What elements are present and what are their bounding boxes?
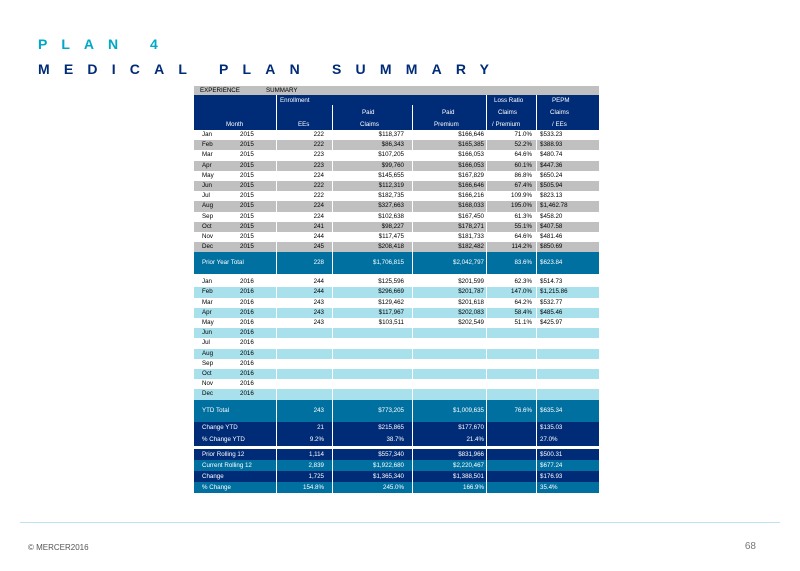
cell-paid-premium: $201,787 — [458, 288, 484, 296]
cell-ees: 243 — [313, 298, 324, 306]
prior-year-total — [194, 252, 599, 274]
current-year-rows — [194, 277, 599, 399]
cell-pepm: $823.13 — [540, 192, 563, 200]
table-row — [194, 212, 599, 222]
copyright: © MERCER2016 — [28, 543, 89, 552]
cell-month: Dec — [202, 390, 214, 398]
cell-paid-premium: $166,053 — [458, 151, 484, 159]
cell-year: 2016 — [240, 390, 254, 398]
cell-paid-premium: $166,216 — [458, 192, 484, 200]
table-row — [194, 287, 599, 297]
table-row — [194, 191, 599, 201]
table-row — [194, 379, 599, 389]
cell-paid-claims: $103,511 — [378, 319, 404, 326]
cell-paid-claims: $86,343 — [381, 141, 404, 149]
cell-pepm: $850.69 — [540, 243, 563, 251]
cell-ees: 222 — [313, 192, 324, 200]
cell-year: 2015 — [240, 202, 254, 210]
page-number: 68 — [744, 541, 756, 552]
cell-paid-claims: $1,922,680 — [373, 461, 404, 469]
cell-month: Prior Year Total — [202, 259, 244, 267]
cell-paid-claims: $102,638 — [378, 212, 404, 220]
header-pepm-3: / EEs — [552, 121, 567, 128]
cell-loss-ratio: 195.0% — [511, 202, 532, 210]
cell-pepm: $677.24 — [540, 461, 563, 469]
cell-loss-ratio: 109.9% — [511, 192, 532, 200]
cell-loss-ratio: 55.1% — [514, 222, 532, 230]
cell-paid-premium: $2,220,467 — [453, 461, 484, 469]
table-row — [194, 460, 599, 471]
cell-paid-claims: $557,340 — [378, 450, 404, 458]
cell-loss-ratio: 60.1% — [514, 161, 532, 169]
header-loss-ratio-2: Claims — [498, 109, 517, 116]
cell-pepm: $388.93 — [540, 141, 563, 149]
table-row — [194, 171, 599, 181]
cell-loss-ratio: 86.8% — [514, 171, 532, 179]
cell-year: 2015 — [240, 222, 254, 230]
cell-paid-claims: $773,205 — [378, 406, 404, 414]
cell-ees: 241 — [313, 222, 324, 230]
cell-paid-premium: $2,042,797 — [453, 259, 484, 267]
cell-loss-ratio: 83.6% — [514, 259, 532, 267]
cell-month: Jul — [202, 339, 210, 347]
cell-ees: 243 — [313, 406, 324, 414]
cell-loss-ratio: 64.2% — [514, 298, 532, 306]
cell-paid-claims: $117,475 — [378, 232, 404, 240]
cell-paid-claims: $99,760 — [381, 161, 404, 169]
cell-paid-premium: 166.9% — [463, 483, 484, 491]
cell-month: Current Rolling 12 — [202, 461, 252, 469]
table-row — [194, 298, 599, 308]
cell-year: 2016 — [240, 380, 254, 388]
table-row — [194, 369, 599, 379]
header-enrollment: Enrollment — [280, 97, 310, 104]
cell-pepm: $176.93 — [540, 472, 563, 480]
cell-year: 2016 — [240, 329, 254, 337]
cell-ees: 2,839 — [308, 461, 324, 469]
cell-loss-ratio: 62.3% — [514, 278, 532, 286]
cell-pepm: 35.4% — [540, 483, 558, 491]
cell-month: Sep — [202, 359, 214, 367]
cell-month: Sep — [202, 212, 214, 220]
cell-year: 2016 — [240, 339, 254, 347]
cell-year: 2015 — [240, 232, 254, 240]
cell-ees: 244 — [313, 232, 324, 240]
cell-month: Jan — [202, 131, 212, 138]
cell-loss-ratio: 67.4% — [514, 181, 532, 189]
cell-loss-ratio: 76.6% — [514, 406, 532, 414]
header-ees: EEs — [298, 121, 310, 128]
cell-pepm: $480.74 — [540, 151, 563, 159]
cell-month: Jul — [202, 192, 210, 200]
cell-paid-claims: $118,377 — [378, 131, 404, 138]
change-block — [194, 422, 599, 446]
cell-month: % Change — [202, 483, 231, 491]
cell-ees: 154.8% — [303, 483, 324, 491]
cell-paid-premium: $166,646 — [458, 181, 484, 189]
cell-ees: 1,725 — [308, 472, 324, 480]
cell-paid-premium: $201,618 — [458, 298, 484, 306]
cell-paid-claims: $215,865 — [378, 423, 404, 431]
cell-month: Jun — [202, 329, 212, 337]
header-paid-claims-2: Claims — [360, 121, 379, 128]
cell-year: 2016 — [240, 308, 254, 316]
prior-year-rows — [194, 130, 599, 252]
cell-paid-premium: $166,646 — [458, 131, 484, 138]
cell-month: Feb — [202, 141, 213, 149]
cell-month: May — [202, 319, 214, 326]
cell-paid-claims: $327,663 — [378, 202, 404, 210]
table-row — [194, 150, 599, 160]
cell-paid-premium: $167,829 — [458, 171, 484, 179]
cell-pepm: $447.36 — [540, 161, 563, 169]
rolling-block — [194, 449, 599, 493]
table-row — [194, 232, 599, 242]
cell-pepm: $514.73 — [540, 278, 563, 286]
header-month: Month — [226, 121, 244, 128]
title-line-1: PLAN 4 — [38, 36, 172, 52]
table-row — [194, 242, 599, 252]
title-line-2: MEDICAL PLAN SUMMARY — [38, 61, 504, 77]
table-row — [194, 359, 599, 369]
cell-loss-ratio: 52.2% — [514, 141, 532, 149]
cell-paid-claims: $107,205 — [378, 151, 404, 159]
cell-month: Nov — [202, 232, 214, 240]
table-row — [194, 328, 599, 338]
summary-label: SUMMARY — [266, 87, 298, 94]
header-paid-premium-2: Premium — [434, 121, 459, 128]
ytd-total — [194, 400, 599, 422]
cell-ees: 244 — [313, 288, 324, 296]
cell-pepm: 27.0% — [540, 435, 558, 443]
cell-ees: 222 — [313, 141, 324, 149]
table-row — [194, 349, 599, 359]
cell-year: 2016 — [240, 349, 254, 357]
cell-year: 2015 — [240, 212, 254, 220]
cell-loss-ratio: 64.6% — [514, 232, 532, 240]
cell-paid-premium: $182,482 — [458, 243, 484, 251]
cell-paid-premium: $1,009,635 — [453, 406, 484, 414]
cell-month: Dec — [202, 243, 214, 251]
cell-ees: 222 — [313, 181, 324, 189]
cell-year: 2015 — [240, 161, 254, 169]
table-row — [194, 389, 599, 399]
cell-ees: 244 — [313, 278, 324, 286]
cell-month: Jun — [202, 181, 212, 189]
experience-label: EXPERIENCE — [200, 87, 240, 94]
cell-ees: 245 — [313, 243, 324, 251]
table-row — [194, 471, 599, 482]
cell-pepm: $623.84 — [540, 259, 563, 267]
cell-paid-premium: $177,670 — [458, 423, 484, 431]
cell-paid-claims: $208,418 — [378, 243, 404, 251]
cell-ees: 223 — [313, 151, 324, 159]
table-row — [194, 161, 599, 171]
cell-pepm: $505.94 — [540, 181, 563, 189]
cell-paid-premium: $167,450 — [458, 212, 484, 220]
cell-month: YTD Total — [202, 406, 230, 414]
cell-ees: 1,114 — [308, 450, 324, 458]
cell-loss-ratio: 61.3% — [514, 212, 532, 220]
cell-paid-claims: $125,596 — [378, 278, 404, 286]
cell-year: 2016 — [240, 359, 254, 367]
table-row — [194, 434, 599, 446]
cell-paid-premium: $831,966 — [458, 450, 484, 458]
cell-month: Nov — [202, 380, 214, 388]
cell-pepm: $458.20 — [540, 212, 563, 220]
table-row — [194, 449, 599, 460]
cell-paid-claims: $182,735 — [378, 192, 404, 200]
cell-pepm: $407.58 — [540, 222, 563, 230]
table-row — [194, 338, 599, 348]
cell-year: 2016 — [240, 369, 254, 377]
table-row — [194, 252, 599, 274]
cell-pepm: $481.46 — [540, 232, 563, 240]
cell-loss-ratio: 147.0% — [511, 288, 532, 296]
table-row — [194, 422, 599, 434]
cell-year: 2015 — [240, 171, 254, 179]
cell-month: Prior Rolling 12 — [202, 450, 245, 458]
cell-paid-premium: $165,385 — [458, 141, 484, 149]
cell-paid-claims: $98,227 — [381, 222, 404, 230]
table-row — [194, 181, 599, 191]
cell-pepm: $1,215.86 — [540, 288, 568, 296]
cell-paid-premium: $181,733 — [458, 232, 484, 240]
table-row — [194, 400, 599, 422]
cell-year: 2016 — [240, 319, 254, 326]
cell-month: Oct — [202, 369, 212, 377]
cell-paid-claims: $129,462 — [378, 298, 404, 306]
cell-month: Jan — [202, 278, 212, 286]
cell-month: Apr — [202, 308, 212, 316]
cell-loss-ratio: 58.4% — [514, 308, 532, 316]
header-pepm: PEPM — [552, 97, 570, 104]
table-row — [194, 308, 599, 318]
cell-paid-claims: $1,706,815 — [373, 259, 404, 267]
cell-paid-claims: 245.0% — [383, 483, 404, 491]
cell-month: Change YTD — [202, 423, 238, 431]
cell-year: 2016 — [240, 298, 254, 306]
medical-plan-summary-table — [194, 86, 599, 493]
cell-paid-premium: 21.4% — [466, 435, 484, 443]
cell-year: 2015 — [240, 181, 254, 189]
cell-year: 2015 — [240, 243, 254, 251]
cell-paid-premium: $202,083 — [458, 308, 484, 316]
cell-pepm: $650.24 — [540, 171, 563, 179]
cell-ees: 228 — [313, 259, 324, 267]
cell-month: Aug — [202, 349, 214, 357]
cell-paid-claims: $117,967 — [378, 308, 404, 316]
cell-year: 2015 — [240, 131, 254, 138]
cell-paid-premium: $178,271 — [458, 222, 484, 230]
cell-ees: 223 — [313, 161, 324, 169]
cell-paid-premium: $1,388,501 — [453, 472, 484, 480]
cell-month: Oct — [202, 222, 212, 230]
table-row — [194, 482, 599, 493]
cell-pepm: $533.23 — [540, 131, 563, 138]
cell-month: Mar — [202, 298, 213, 306]
footer-divider — [20, 522, 780, 523]
cell-pepm: $635.34 — [540, 406, 563, 414]
cell-year: 2016 — [240, 278, 254, 286]
cell-pepm: $135.03 — [540, 423, 563, 431]
cell-year: 2016 — [240, 288, 254, 296]
cell-pepm: $485.46 — [540, 308, 563, 316]
cell-paid-claims: $145,655 — [378, 171, 404, 179]
table-row — [194, 318, 599, 328]
cell-paid-claims: $112,319 — [378, 181, 404, 189]
cell-ees: 243 — [313, 308, 324, 316]
cell-month: Mar — [202, 151, 213, 159]
cell-ees: 224 — [313, 202, 324, 210]
cell-loss-ratio: 64.6% — [514, 151, 532, 159]
cell-month: May — [202, 171, 214, 179]
cell-pepm: $1,462.78 — [540, 202, 568, 210]
cell-ees: 243 — [313, 319, 324, 326]
cell-month: Apr — [202, 161, 212, 169]
cell-year: 2015 — [240, 192, 254, 200]
cell-ees: 224 — [313, 212, 324, 220]
table-row — [194, 201, 599, 211]
table-row — [194, 222, 599, 232]
table-caption-row — [194, 86, 599, 95]
cell-paid-claims: 38.7% — [386, 435, 404, 443]
cell-month: Change — [202, 472, 224, 480]
table-row — [194, 140, 599, 150]
cell-paid-premium: $201,599 — [458, 278, 484, 286]
cell-paid-claims: $1,365,340 — [373, 472, 404, 480]
cell-pepm: $500.31 — [540, 450, 563, 458]
header-paid-premium-1: Paid — [442, 109, 455, 116]
cell-month: % Change YTD — [202, 435, 245, 443]
header-paid-claims-1: Paid — [362, 109, 375, 116]
cell-paid-premium: $202,549 — [458, 319, 484, 326]
cell-ees: 9.2% — [309, 435, 324, 443]
cell-paid-premium: $166,053 — [458, 161, 484, 169]
cell-ees: 21 — [317, 423, 324, 431]
cell-loss-ratio: 71.0% — [514, 131, 532, 138]
cell-paid-claims: $296,669 — [378, 288, 404, 296]
table-row — [194, 277, 599, 287]
header-loss-ratio-3: / Premium — [492, 121, 521, 128]
header-pepm-2: Claims — [550, 109, 569, 116]
cell-pepm: $425.97 — [540, 319, 563, 326]
cell-year: 2015 — [240, 141, 254, 149]
table-row — [194, 130, 599, 140]
cell-paid-premium: $168,033 — [458, 202, 484, 210]
cell-pepm: $532.77 — [540, 298, 563, 306]
table-header — [194, 95, 599, 130]
cell-loss-ratio: 51.1% — [514, 319, 532, 326]
cell-ees: 224 — [313, 171, 324, 179]
cell-year: 2015 — [240, 151, 254, 159]
cell-month: Feb — [202, 288, 213, 296]
cell-ees: 222 — [313, 131, 324, 138]
cell-month: Aug — [202, 202, 214, 210]
header-loss-ratio: Loss Ratio — [494, 97, 524, 104]
cell-loss-ratio: 114.2% — [511, 243, 532, 251]
